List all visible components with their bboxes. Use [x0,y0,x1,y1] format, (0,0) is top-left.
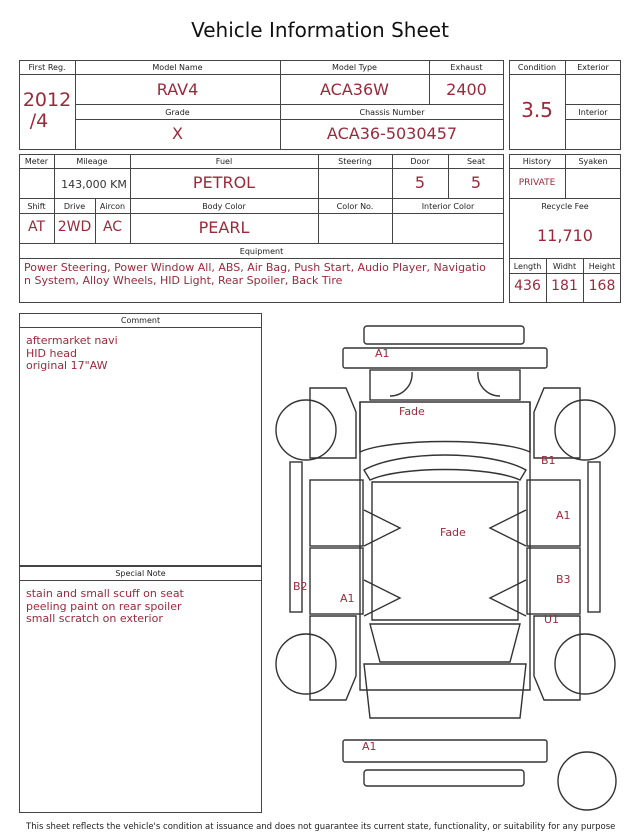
door-label: Door [410,157,430,166]
first-reg-label: First Reg. [28,63,66,72]
model-type-value: ACA36W [320,80,389,99]
special-note-label: Special Note [115,569,166,578]
recycle-fee-value: 11,710 [537,226,593,245]
aircon-value: AC [102,219,123,235]
seat-label: Seat [466,157,486,166]
mark-rear-bumper: A1 [362,740,377,753]
grade-label: Grade [165,108,190,117]
disclaimer-footer: This sheet reflects the vehicle's condition at issuance and does not guarantee its current state, functionality, or suitability for any purpose [26,822,616,832]
mark-right-front-door: A1 [556,509,571,522]
steering-label: Steering [338,157,372,166]
fuel-label: Fuel [215,157,233,166]
exhaust-label: Exhaust [450,63,483,72]
drive-label: Drive [63,202,86,211]
comment-text: aftermarket navi HID head original 17"AW [26,334,118,372]
history-label: History [522,157,552,166]
meter-label: Meter [24,157,49,166]
first-reg-month: /4 [29,110,49,132]
mark-hood: Fade [399,405,425,418]
car-damage-diagram [268,318,628,820]
width-value: 181 [551,278,578,294]
interior-color-label: Interior Color [421,202,475,211]
length-label: Length [513,262,542,271]
sheet-title: Vehicle Information Sheet [191,18,449,42]
comment-label: Comment [120,316,161,325]
shift-label: Shift [27,202,46,211]
condition-label: Condition [517,63,557,72]
exterior-label: Exterior [577,63,609,72]
syaken-label: Syaken [578,157,608,166]
mark-right-front-fender: B1 [541,454,556,467]
special-note-text: stain and small scuff on seat peeling paint on rear spoiler small scratch on exterior [26,587,184,625]
grade-value: X [172,124,183,143]
chassis-number-value: ACA36-5030457 [326,124,458,143]
mark-front-bumper: A1 [375,347,390,360]
body-color-value: PEARL [198,218,250,237]
exhaust-value: 2400 [446,80,487,99]
equipment-value: Power Steering, Power Window All, ABS, Air Bag, Push Start, Audio Player, Navigatio n System, Alloy Wheels, HID Light, Rear Spoiler, Back Tire [24,261,486,287]
height-value: 168 [588,278,616,294]
color-no-label: Color No. [336,202,374,211]
width-label: Widht [552,262,577,271]
mark-roof: Fade [440,526,466,539]
length-value: 436 [514,278,541,294]
interior-label: Interior [578,108,608,117]
shift-value: AT [27,219,46,235]
model-type-label: Model Type [332,63,377,72]
fuel-value: PETROL [192,173,256,192]
mark-right-rear-door: B3 [556,573,571,586]
door-value: 5 [414,173,426,192]
height-label: Height [588,262,616,271]
mark-left-rear-door: B2 [293,580,308,593]
mark-right-rear-fender: U1 [544,613,560,626]
drive-value: 2WD [57,219,92,235]
recycle-fee-label: Recycle Fee [541,202,589,211]
equipment-label: Equipment [239,247,284,256]
condition-grade: 3.5 [521,98,553,122]
chassis-number-label: Chassis Number [359,108,425,117]
mileage-value: 143,000 KM [61,178,127,191]
mileage-label: Mileage [76,157,108,166]
history-value: PRIVATE [518,178,556,188]
mark-left-rear-panel: A1 [340,592,355,605]
first-reg-year: 2012 [22,89,72,111]
seat-value: 5 [470,173,482,192]
model-name-label: Model Name [152,63,203,72]
aircon-label: Aircon [99,202,126,211]
body-color-label: Body Color [202,202,246,211]
model-name-value: RAV4 [156,80,199,99]
